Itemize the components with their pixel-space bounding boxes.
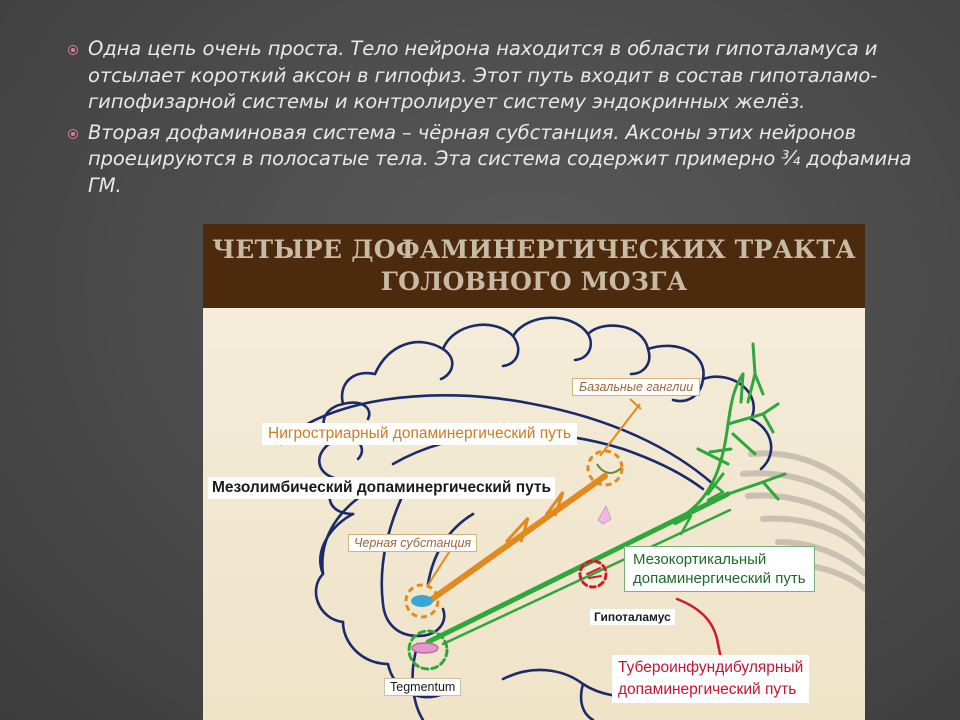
label-tuberoinfundibular-line-1: Тубероинфундибулярный [618, 659, 804, 676]
bullet-text: Одна цепь очень проста. Тело нейрона находится в области гипоталамуса и отсылает короткий аксон в гипофиз. Этот путь входит в состав гипоталамо-гипофизарной системы и контролирует систему эндокринных желёз. [88, 37, 878, 113]
figure-title-line-1: ЧЕТЫРЕ ДОФАМИНЕРГИЧЕСКИХ ТРАКТА [212, 235, 856, 264]
figure-title-line-2: ГОЛОВНОГО МОЗГА [380, 267, 688, 296]
basal-ganglia-marker [588, 451, 622, 485]
label-mesocortical-line-2: допаминергический путь [633, 570, 806, 587]
label-nigrostriatal: Нигростриарный допаминергический путь [262, 423, 577, 445]
label-mesocortical-line-1: Мезокортикальный [633, 551, 767, 568]
brain-diagram [203, 224, 865, 720]
label-mesocortical [624, 546, 815, 592]
dopamine-tracts-figure [203, 224, 865, 720]
label-basal-ganglia: Базальные ганглии [572, 378, 700, 396]
label-tegmentum: Tegmentum [384, 678, 461, 696]
nucleus-accumbens-icon [598, 506, 611, 524]
bullet-item [66, 120, 926, 200]
bullet-list [66, 36, 926, 203]
bullet-icon [68, 45, 78, 55]
bullet-item [66, 36, 926, 116]
label-tuberoinfundibular [612, 655, 809, 703]
label-mesolimbic: Мезолимбический допаминергический путь [208, 477, 555, 499]
label-tuberoinfundibular-line-2: допаминергический путь [618, 681, 797, 698]
label-hypothalamus: Гипоталамус [590, 609, 675, 625]
label-substantia-nigra: Черная субстанция [348, 534, 477, 552]
bullet-icon [68, 129, 78, 139]
bullet-text: Вторая дофаминовая система – чёрная субстанция. Аксоны этих нейронов проецируются в полосатые тела. Эта система содержит примерно ¾ дофамина ГМ. [88, 120, 912, 197]
